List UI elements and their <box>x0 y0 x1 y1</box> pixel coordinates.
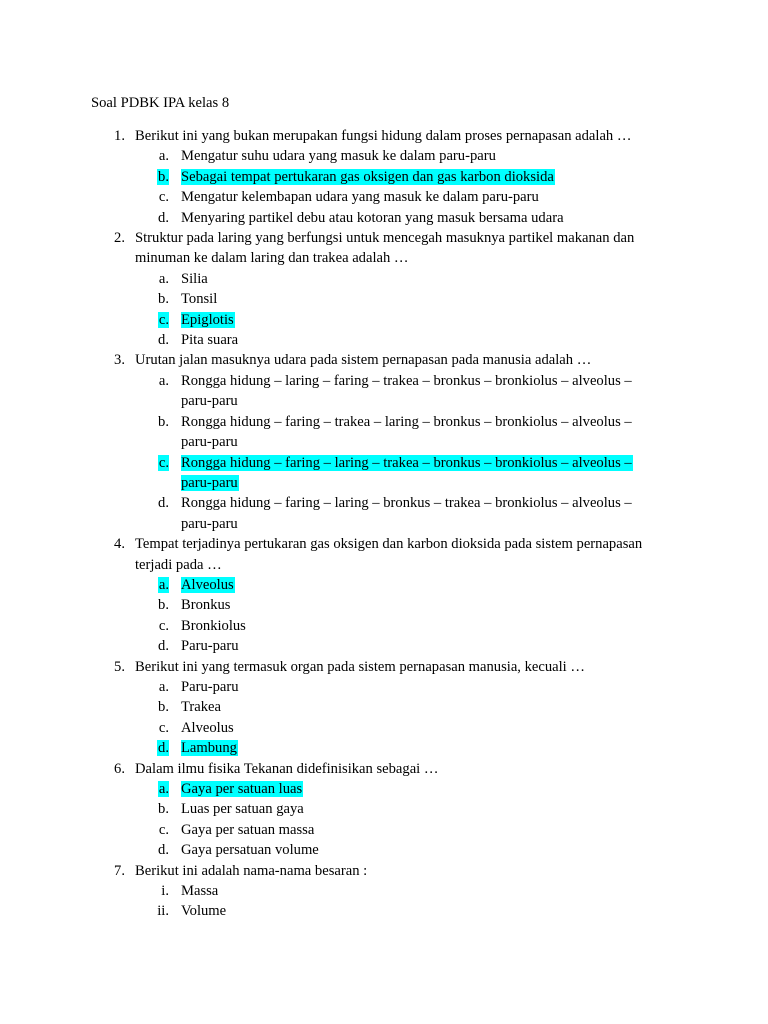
option-label <box>134 779 169 799</box>
answer-option-highlighted <box>0 575 768 595</box>
option-label <box>134 146 169 166</box>
answer-option <box>0 371 768 412</box>
option-label-text: a. <box>158 148 169 165</box>
answer-option <box>0 289 768 309</box>
option-label <box>134 616 169 636</box>
option-text <box>181 146 651 166</box>
option-text <box>181 595 651 615</box>
question-number: 4. <box>114 536 125 553</box>
answer-option <box>0 901 768 921</box>
option-text-content: Gaya persatuan volume <box>181 842 319 859</box>
option-text-content: Gaya per satuan luas <box>181 781 303 797</box>
option-label-text: d. <box>158 495 169 512</box>
answer-option <box>0 493 768 534</box>
option-text <box>181 616 651 636</box>
option-label <box>134 310 169 330</box>
question-text: Berikut ini yang bukan merupakan fungsi hidung dalam proses pernapasan adalah … <box>135 128 632 144</box>
option-label-text: b. <box>158 168 169 185</box>
option-label <box>134 901 169 921</box>
option-text <box>181 779 651 799</box>
answer-option-highlighted <box>0 310 768 330</box>
question-number: 5. <box>114 658 125 675</box>
option-label <box>134 167 169 187</box>
answer-option-highlighted <box>0 779 768 799</box>
answer-option <box>0 208 768 228</box>
option-text-content: Bronkiolus <box>181 617 246 634</box>
option-label-text: b. <box>158 699 169 716</box>
option-label-text: d. <box>158 638 169 655</box>
option-text <box>181 799 651 819</box>
question-item <box>0 657 768 759</box>
option-text <box>181 330 651 350</box>
answer-option <box>0 595 768 615</box>
answer-option <box>0 269 768 289</box>
option-text <box>181 718 651 738</box>
question-text: Tempat terjadinya pertukaran gas oksigen dan karbon dioksida pada sistem pernapasan terjadi pada … <box>135 536 643 573</box>
option-label-text: i. <box>161 883 169 900</box>
answer-option <box>0 718 768 738</box>
option-label-text: ii. <box>157 903 169 920</box>
option-label <box>134 269 169 289</box>
option-text <box>181 187 651 207</box>
option-text <box>181 493 651 534</box>
option-label <box>134 453 169 473</box>
option-text-content: Alveolus <box>181 719 234 736</box>
answer-option <box>0 697 768 717</box>
option-label-text: a. <box>158 576 169 593</box>
option-text-content: Tonsil <box>181 291 218 308</box>
option-label-text: c. <box>158 617 169 634</box>
question-item <box>0 126 768 228</box>
option-label-text: c. <box>158 189 169 206</box>
answer-option <box>0 146 768 166</box>
option-label-text: c. <box>158 821 169 838</box>
option-label-text: b. <box>158 291 169 308</box>
answer-option <box>0 840 768 860</box>
option-label <box>134 840 169 860</box>
question-item <box>0 534 768 656</box>
answer-option <box>0 330 768 350</box>
option-text-content: Rongga hidung – faring – trakea – laring – bronkus – bronkiolus – alveolus – paru-paru <box>181 413 632 451</box>
option-label-text: a. <box>158 270 169 287</box>
option-text <box>181 269 651 289</box>
option-text-content: Gaya per satuan massa <box>181 821 315 838</box>
option-label-text: a. <box>158 678 169 695</box>
option-label <box>134 799 169 819</box>
option-text <box>181 208 651 228</box>
option-text-content: Lambung <box>181 740 237 757</box>
option-text <box>181 636 651 656</box>
option-label-text: c. <box>158 311 169 328</box>
question-number: 7. <box>114 862 125 879</box>
question-item <box>0 759 768 861</box>
option-text-content: Mengatur kelembapan udara yang masuk ke dalam paru-paru <box>181 189 539 206</box>
option-text <box>181 289 651 309</box>
option-text-content: Menyaring partikel debu atau kotoran yang masuk bersama udara <box>181 209 564 226</box>
question-text: Struktur pada laring yang berfungsi untuk mencegah masuknya partikel makanan dan minuman ke dalam laring dan trakea adalah … <box>135 230 635 267</box>
option-label <box>134 371 169 391</box>
question-number: 6. <box>114 760 125 777</box>
option-label <box>134 575 169 595</box>
option-label <box>134 187 169 207</box>
option-label-text: b. <box>158 413 169 430</box>
option-text <box>181 167 651 187</box>
option-text <box>181 412 651 453</box>
option-label <box>134 820 169 840</box>
option-text <box>181 371 651 412</box>
option-text-content: Rongga hidung – faring – laring – trakea – bronkus – bronkiolus – alveolus – paru-paru <box>181 454 632 491</box>
option-text <box>181 820 651 840</box>
question-list <box>0 126 768 922</box>
question-item <box>0 861 768 922</box>
option-text <box>181 310 651 330</box>
question-text: Urutan jalan masuknya udara pada sistem pernapasan pada manusia adalah … <box>135 352 592 369</box>
question-item <box>0 350 768 534</box>
answer-option <box>0 412 768 453</box>
question-item <box>0 228 768 350</box>
option-text-content: Luas per satuan gaya <box>181 801 304 818</box>
option-text-content: Rongga hidung – faring – laring – bronkus – trakea – bronkiolus – alveolus – paru-paru <box>181 495 632 532</box>
answer-option <box>0 616 768 636</box>
option-text-content: Paru-paru <box>181 638 239 655</box>
option-label-text: c. <box>158 454 169 471</box>
document-title: Soal PDBK IPA kelas 8 <box>91 95 230 111</box>
option-text <box>181 738 651 758</box>
question-number: 2. <box>114 230 125 247</box>
answer-option-highlighted <box>0 738 768 758</box>
option-text <box>181 575 651 595</box>
option-label <box>134 881 169 901</box>
option-text-content: Silia <box>181 270 208 287</box>
answer-option-highlighted <box>0 167 768 187</box>
option-text-content: Sebagai tempat pertukaran gas oksigen dan gas karbon dioksida <box>181 168 554 185</box>
option-label-text: b. <box>158 801 169 818</box>
option-label-text: a. <box>158 372 169 389</box>
option-label-text: d. <box>158 209 169 226</box>
answer-option <box>0 636 768 656</box>
question-text: Dalam ilmu fisika Tekanan didefinisikan sebagai … <box>135 760 439 777</box>
option-label <box>134 697 169 717</box>
question-text: Berikut ini adalah nama-nama besaran : <box>135 862 368 879</box>
option-text-content: Alveolus <box>181 576 234 593</box>
answer-option <box>0 187 768 207</box>
option-text-content: Bronkus <box>181 597 231 614</box>
option-text <box>181 840 651 860</box>
option-label <box>134 208 169 228</box>
option-label <box>134 330 169 350</box>
option-label <box>134 718 169 738</box>
option-text-content: Massa <box>181 883 219 900</box>
option-text <box>181 677 651 697</box>
option-text <box>181 901 651 921</box>
answer-option <box>0 820 768 840</box>
option-label <box>134 636 169 656</box>
option-text-content: Epiglotis <box>181 311 234 328</box>
question-number: 1. <box>114 128 125 144</box>
answer-option <box>0 799 768 819</box>
option-label <box>134 677 169 697</box>
option-label-text: c. <box>158 719 169 736</box>
option-label-text: d. <box>158 740 169 757</box>
option-label-text: a. <box>158 781 169 797</box>
option-label <box>134 738 169 758</box>
option-text-content: Volume <box>181 903 227 920</box>
answer-option <box>0 677 768 697</box>
option-label-text: b. <box>158 597 169 614</box>
answer-option-highlighted <box>0 453 768 494</box>
option-label <box>134 289 169 309</box>
option-label-text: d. <box>158 332 169 349</box>
question-number: 3. <box>114 352 125 369</box>
option-text-content: Rongga hidung – laring – faring – trakea – bronkus – bronkiolus – alveolus – paru-paru <box>181 372 632 410</box>
option-text-content: Pita suara <box>181 332 239 349</box>
option-text <box>181 881 651 901</box>
option-label <box>134 412 169 432</box>
option-text-content: Paru-paru <box>181 678 239 695</box>
option-text <box>181 453 651 494</box>
option-label-text: d. <box>158 842 169 859</box>
question-text: Berikut ini yang termasuk organ pada sistem pernapasan manusia, kecuali … <box>135 658 585 675</box>
option-label <box>134 493 169 513</box>
option-text-content: Trakea <box>181 699 221 716</box>
option-text-content: Mengatur suhu udara yang masuk ke dalam paru-paru <box>181 148 496 165</box>
option-text <box>181 697 651 717</box>
option-label <box>134 595 169 615</box>
answer-option <box>0 881 768 901</box>
